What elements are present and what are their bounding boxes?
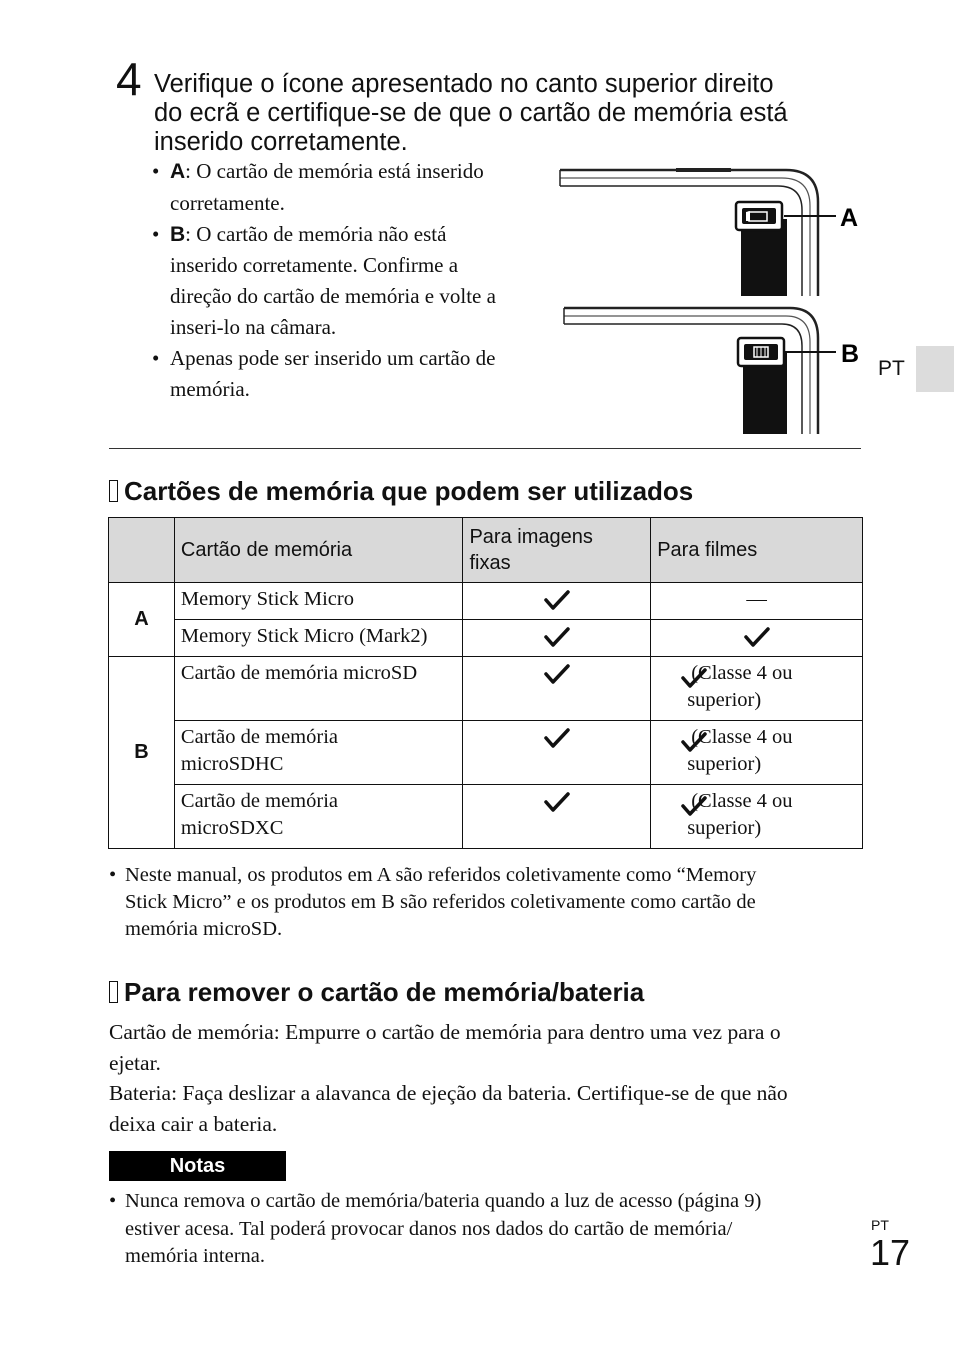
step-title-line: do ecrã e certifique-se de que o cartão de memória está (154, 99, 788, 127)
table-header-card: Cartão de memória (174, 518, 463, 583)
movie-note: (Classe 4 ou (691, 790, 793, 812)
table-header-still (463, 518, 651, 583)
screen-corner-illustration (556, 164, 876, 442)
section-title: Cartões de memória que podem ser utilizados (124, 476, 694, 506)
card-name-line: Cartão de memória (180, 726, 338, 748)
bullet-a (152, 156, 547, 219)
step-title-line: Verifique o ícone apresentado no canto superior direito (154, 70, 774, 98)
step-number: 4 (116, 53, 142, 105)
movie-note: superior) (687, 817, 762, 839)
paragraph-line: deixa cair a bateria. (109, 1111, 278, 1136)
movie-support (651, 620, 863, 657)
check-icon (744, 626, 770, 648)
table-row (109, 721, 863, 785)
table-header-movie: Para filmes (651, 518, 863, 583)
card-name: Memory Stick Micro (Mark2) (174, 620, 463, 657)
card-name: Memory Stick Micro (174, 583, 463, 620)
bullet-text: direção do cartão de memória e volte a (170, 284, 496, 309)
still-support (463, 583, 651, 620)
notes-label: Notas (109, 1151, 286, 1181)
side-language-tab (916, 346, 954, 392)
bullet-single-card (152, 343, 547, 405)
table-footnote (109, 862, 861, 943)
group-label: A (109, 583, 175, 657)
paragraph-line: Cartão de memória: Empurre o cartão de memória para dentro uma vez para o (109, 1020, 781, 1044)
page-language: PT (871, 1217, 889, 1233)
check-icon (681, 667, 707, 689)
paragraph-line: Bateria: Faça deslizar a alavanca de ejeção da bateria. Certifique-se de que não (109, 1081, 788, 1105)
still-support (463, 657, 651, 721)
still-support (463, 785, 651, 849)
table-row (109, 657, 863, 721)
section-title: Para remover o cartão de memória/bateria (124, 977, 645, 1007)
footnote-bullet (109, 862, 861, 943)
check-icon (681, 795, 707, 817)
bullet-dot: • (152, 159, 160, 183)
movie-support (651, 785, 863, 849)
check-icon (544, 589, 570, 611)
check-icon (544, 791, 570, 813)
table-row (109, 785, 863, 849)
group-label: B (109, 657, 175, 849)
card-name-line: microSDXC (180, 817, 284, 839)
screen-corner-b (564, 308, 859, 434)
bullet-text: inserido corretamente. Confirme a (170, 253, 459, 278)
table-header-row (109, 518, 863, 583)
movie-note: (Classe 4 ou (691, 662, 793, 684)
bullet-dot: • (109, 864, 117, 886)
bullet-bold: B (170, 222, 186, 246)
movie-support: — (651, 583, 863, 620)
page-number: 17 (870, 1232, 911, 1273)
note-line: Nunca remova o cartão de memória/bateria quando a luz de acesso (página 9) (125, 1190, 762, 1212)
footnote-line: memória microSD. (125, 918, 283, 940)
bullet-text: corretamente. (170, 190, 285, 215)
bullet-text: Apenas pode ser inserido um cartão de (170, 345, 496, 370)
side-language-label: PT (878, 357, 905, 380)
section-heading-cards (109, 476, 693, 507)
check-icon (544, 727, 570, 749)
screen-corner-a (560, 170, 858, 296)
step-title-line: inserido corretamente. (154, 128, 408, 156)
label-a: A (840, 204, 859, 232)
bullet-dot: • (152, 345, 160, 370)
card-name-line: Cartão de memória (180, 790, 338, 812)
bullet-text: memória. (170, 376, 250, 401)
section-marker-icon (109, 981, 118, 1003)
footnote-line: Neste manual, os produtos em A são referidos coletivamente como “Memory (125, 864, 757, 886)
section-marker-icon (109, 480, 118, 502)
table-row (109, 583, 863, 620)
check-icon (544, 626, 570, 648)
header-line: Para imagens (469, 526, 593, 548)
bullet-text: : O cartão de memória está inserido (185, 159, 484, 183)
still-support (463, 721, 651, 785)
label-b: B (841, 340, 860, 368)
movie-note: superior) (687, 753, 762, 775)
movie-note: superior) (687, 689, 762, 711)
step-title (154, 70, 874, 157)
still-support (463, 620, 651, 657)
notes-list (109, 1188, 849, 1271)
paragraph-line: ejetar. (109, 1050, 161, 1075)
section-heading-remove (109, 977, 644, 1008)
card-name (174, 721, 463, 785)
bullet-bold: A (170, 160, 186, 183)
remove-instructions (109, 1017, 869, 1139)
note-bullet (109, 1188, 849, 1271)
note-line: estiver acesa. Tal poderá provocar danos nos dados do cartão de memória/ (125, 1217, 733, 1240)
bullet-dot: • (152, 221, 160, 246)
table-row (109, 620, 863, 657)
card-name: Cartão de memória microSD (174, 657, 463, 721)
check-icon (681, 731, 707, 753)
note-line: memória interna. (125, 1245, 266, 1267)
step-bullets (152, 156, 547, 404)
bullet-text: inseri-lo na câmara. (170, 314, 337, 339)
footnote-line: Stick Micro” e os produtos em B são referidos coletivamente como cartão de (125, 891, 756, 913)
divider (109, 448, 861, 449)
memory-card-table (108, 517, 863, 849)
bullet-dot: • (109, 1190, 117, 1212)
movie-support (651, 721, 863, 785)
movie-note: (Classe 4 ou (691, 726, 793, 748)
header-line: fixas (469, 552, 511, 574)
card-name (174, 785, 463, 849)
bullet-text: : O cartão de memória não está (185, 221, 447, 246)
bullet-b (152, 219, 547, 343)
check-icon (544, 663, 570, 685)
card-name-line: microSDHC (180, 753, 284, 775)
movie-support (651, 657, 863, 721)
table-header-empty (109, 518, 175, 583)
